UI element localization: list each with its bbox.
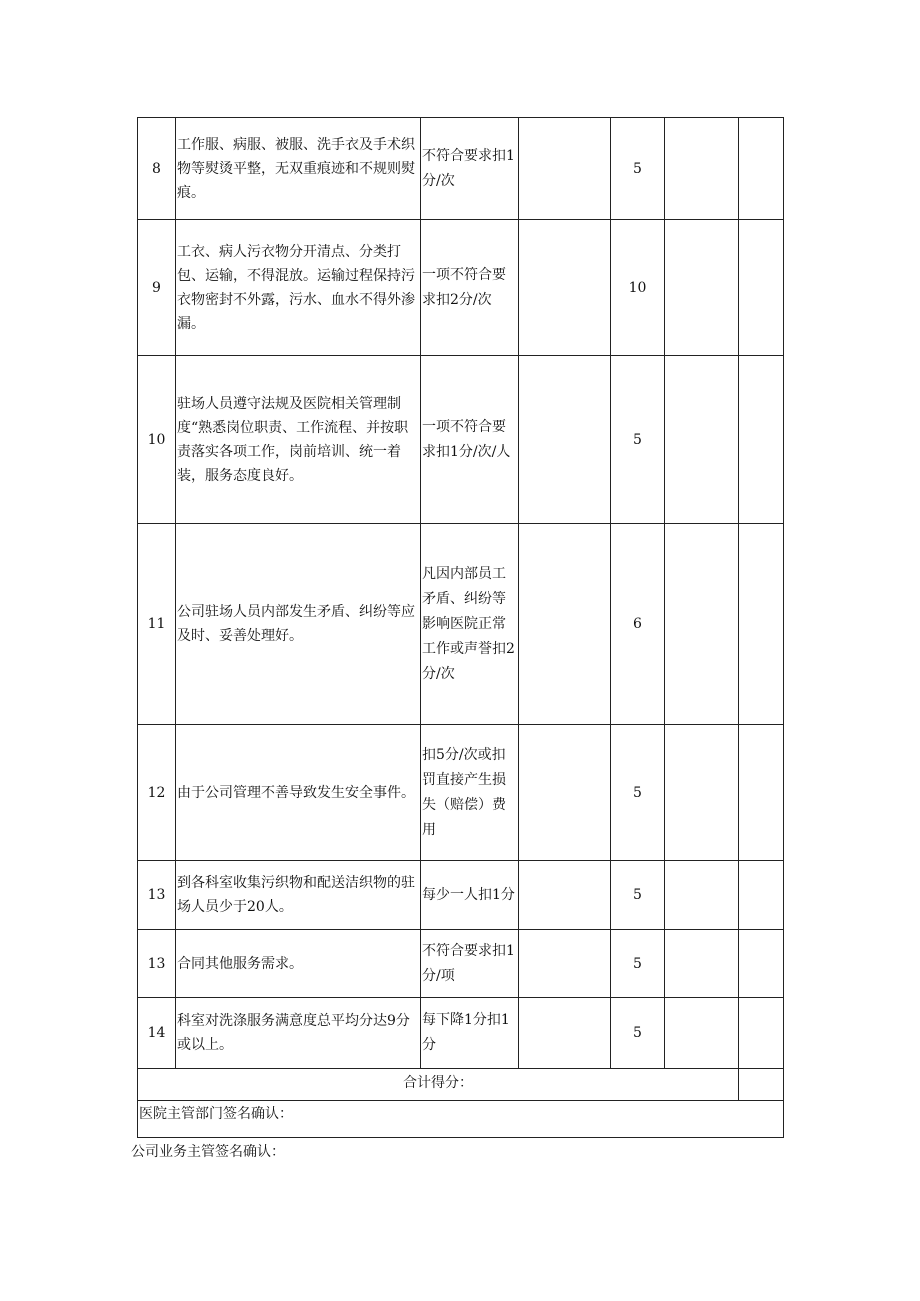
blank-cell [519, 861, 611, 930]
row-number: 8 [138, 118, 176, 220]
row-deduction-standard: 不符合要求扣1分/项 [421, 930, 519, 998]
blank-cell [519, 725, 611, 861]
row-description: 工衣、病人污衣物分开清点、分类打包、运输，不得混放。运输过程保持污衣物密封不外露，污水、血水不得外渗漏。 [176, 220, 421, 356]
blank-cell [665, 524, 739, 725]
table-row [138, 998, 784, 1069]
row-score: 10 [611, 220, 665, 356]
hospital-sign-row [138, 1101, 784, 1138]
row-score: 5 [611, 998, 665, 1069]
blank-cell [739, 725, 784, 861]
row-score: 5 [611, 930, 665, 998]
blank-cell [665, 930, 739, 998]
blank-cell [739, 861, 784, 930]
table-row [138, 861, 784, 930]
blank-cell [519, 118, 611, 220]
row-number: 14 [138, 998, 176, 1069]
row-deduction-standard: 凡因内部员工矛盾、纠纷等影响医院正常工作或声誉扣2分/次 [421, 524, 519, 725]
blank-cell [739, 220, 784, 356]
row-number: 11 [138, 524, 176, 725]
table-row [138, 118, 784, 220]
blank-cell [519, 998, 611, 1069]
blank-cell [519, 930, 611, 998]
assessment-table [137, 117, 784, 1138]
row-score: 5 [611, 861, 665, 930]
hospital-sign-label: 医院主管部门签名确认： [138, 1101, 784, 1138]
total-score-label: 合计得分： [138, 1069, 739, 1101]
table-row [138, 356, 784, 524]
table-row [138, 930, 784, 998]
blank-cell [665, 356, 739, 524]
table-row [138, 524, 784, 725]
company-sign-label: 公司业务主管签名确认： [131, 1144, 285, 1160]
row-number: 13 [138, 930, 176, 998]
row-deduction-standard: 不符合要求扣1分/次 [421, 118, 519, 220]
blank-cell [739, 118, 784, 220]
blank-cell [739, 930, 784, 998]
row-number: 13 [138, 861, 176, 930]
total-row [138, 1069, 784, 1101]
blank-cell [519, 220, 611, 356]
row-deduction-standard: 一项不符合要求扣2分/次 [421, 220, 519, 356]
row-description: 驻场人员遵守法规及医院相关管理制度“熟悉岗位职责、工作流程、并按职责落实各项工作，岗前培训、统一着装，服务态度良好。 [176, 356, 421, 524]
row-deduction-standard: 一项不符合要求扣1分/次/人 [421, 356, 519, 524]
blank-cell [665, 118, 739, 220]
row-description: 科室对洗涤服务满意度总平均分达9分或以上。 [176, 998, 421, 1069]
table-row [138, 220, 784, 356]
row-score: 5 [611, 725, 665, 861]
row-description: 工作服、病服、被服、洗手衣及手术织物等熨烫平整，无双重痕迹和不规则熨痕。 [176, 118, 421, 220]
blank-cell [739, 524, 784, 725]
row-deduction-standard: 扣5分/次或扣罚直接产生损失（赔偿）费用 [421, 725, 519, 861]
total-score-value [739, 1069, 784, 1101]
row-description: 合同其他服务需求。 [176, 930, 421, 998]
row-description: 到各科室收集污织物和配送洁织物的驻场人员少于20人。 [176, 861, 421, 930]
blank-cell [665, 220, 739, 356]
row-deduction-standard: 每少一人扣1分 [421, 861, 519, 930]
blank-cell [665, 725, 739, 861]
blank-cell [519, 356, 611, 524]
row-description: 由于公司管理不善导致发生安全事件。 [176, 725, 421, 861]
row-number: 10 [138, 356, 176, 524]
row-score: 5 [611, 118, 665, 220]
blank-cell [665, 861, 739, 930]
blank-cell [739, 356, 784, 524]
row-description: 公司驻场人员内部发生矛盾、纠纷等应及时、妥善处理好。 [176, 524, 421, 725]
row-score: 5 [611, 356, 665, 524]
blank-cell [739, 998, 784, 1069]
blank-cell [519, 524, 611, 725]
blank-cell [665, 998, 739, 1069]
row-deduction-standard: 每下降1分扣1分 [421, 998, 519, 1069]
row-number: 12 [138, 725, 176, 861]
table-row [138, 725, 784, 861]
row-number: 9 [138, 220, 176, 356]
row-score: 6 [611, 524, 665, 725]
